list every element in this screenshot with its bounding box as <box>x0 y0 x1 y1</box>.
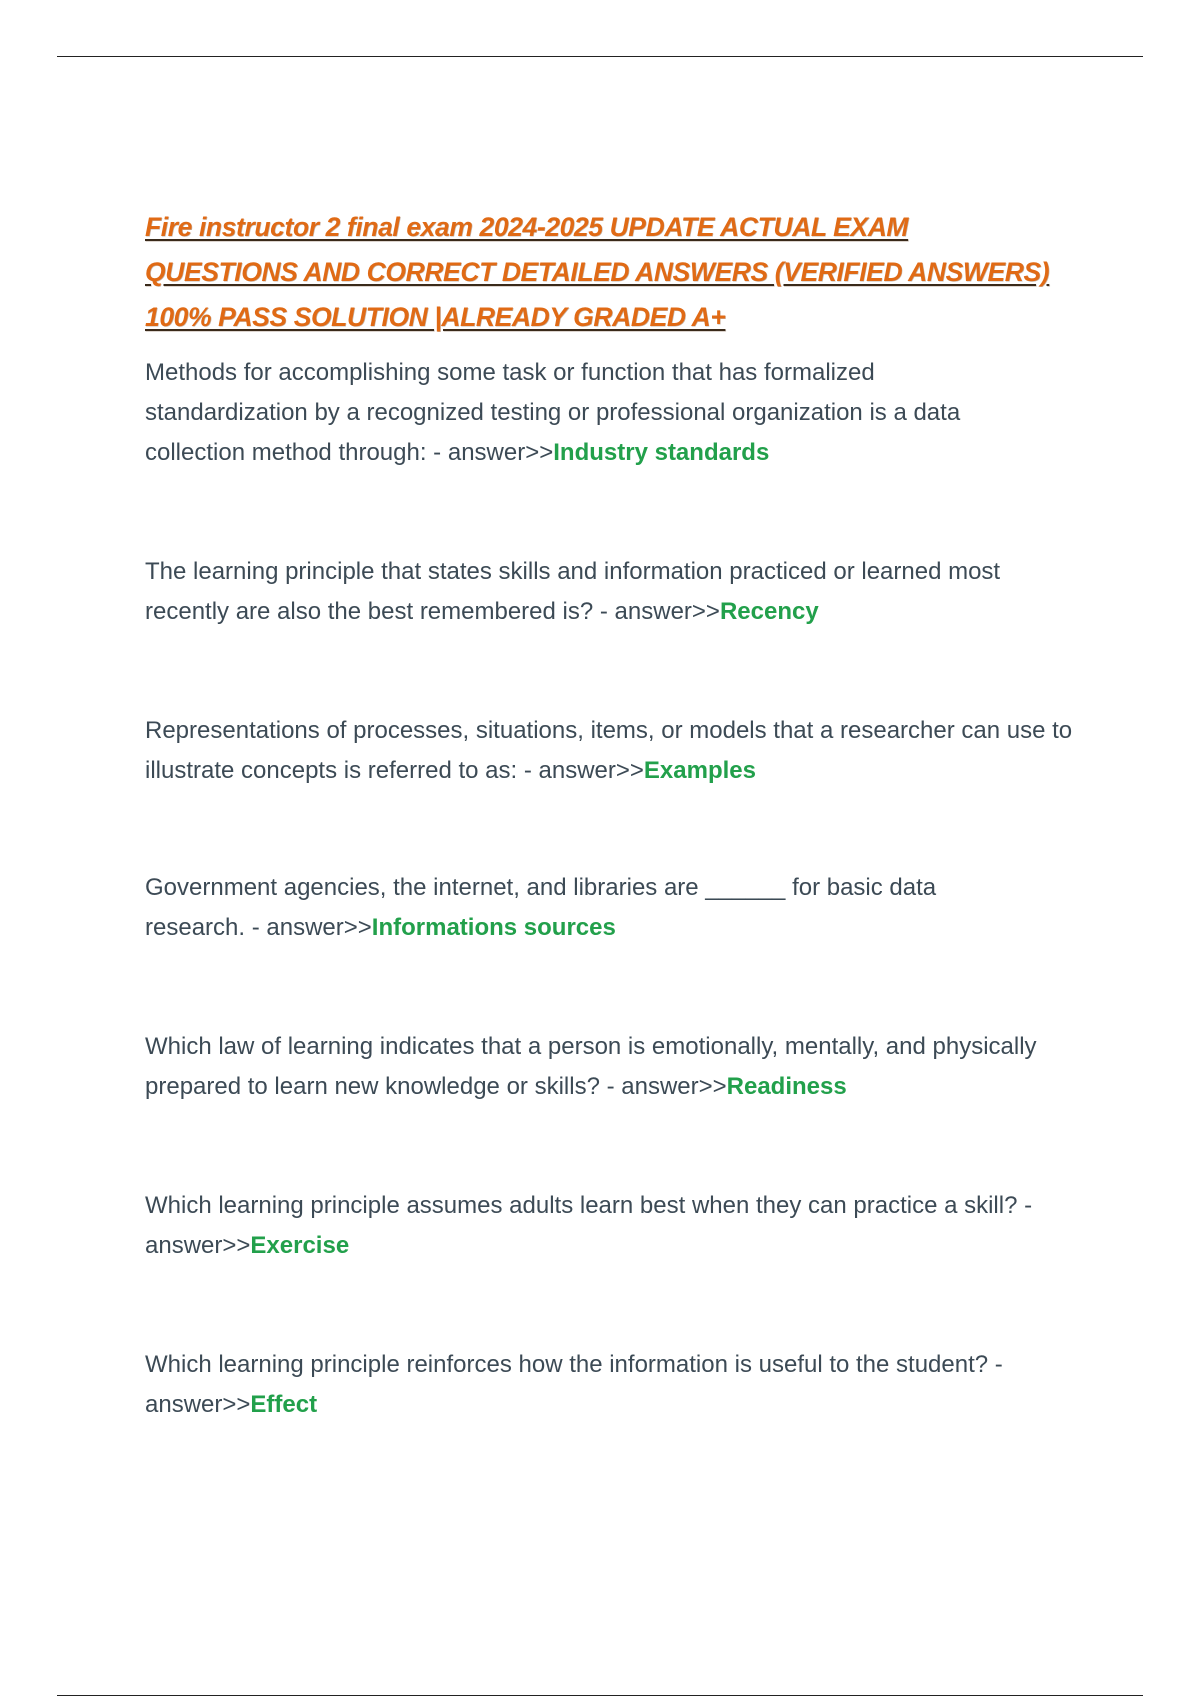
qa-item-4 <box>145 868 1005 948</box>
answer-prefix: - answer>> <box>517 757 644 784</box>
answer-prefix: - answer>> <box>145 1351 1003 1418</box>
question-text: The learning principle that states skills and information practiced or learned most recently are also the best remembered is? <box>145 558 1001 625</box>
answer-text: Informations sources <box>371 914 616 941</box>
bottom-rule <box>57 1695 1143 1696</box>
question-text: Government agencies, the internet, and libraries are ______ for basic data research. <box>145 874 937 941</box>
answer-text: Exercise <box>250 1232 350 1259</box>
question-text: Which learning principle reinforces how the information is useful to the student? <box>145 1351 989 1378</box>
answer-text: Industry standards <box>553 439 770 466</box>
question-text: Which learning principle assumes adults learn best when they can practice a skill? <box>145 1192 1018 1219</box>
qa-item-6 <box>145 1186 1090 1266</box>
answer-prefix: - answer>> <box>593 598 720 625</box>
title-line-2: QUESTIONS AND CORRECT DETAILED ANSWERS (VERIFIED ANSWERS) <box>145 257 1050 287</box>
answer-text: Recency <box>719 598 819 625</box>
qa-item-3 <box>145 711 1085 791</box>
question-text: Representations of processes, situations, items, or models that a researcher can use to illustrate concepts is referred to as: <box>145 717 1073 784</box>
qa-item-1 <box>145 353 1035 473</box>
answer-text: Effect <box>250 1391 318 1418</box>
qa-item-2 <box>145 552 1085 632</box>
answer-prefix: - answer>> <box>145 1192 1033 1259</box>
answer-prefix: - answer>> <box>245 914 372 941</box>
top-rule <box>57 56 1143 57</box>
document-content <box>145 205 1095 1425</box>
answer-text: Readiness <box>726 1073 847 1100</box>
answer-text: Examples <box>643 757 756 784</box>
answer-prefix: - answer>> <box>426 439 554 466</box>
title-line-3: 100% PASS SOLUTION |ALREADY GRADED A+ <box>145 302 726 332</box>
answer-prefix: - answer>> <box>599 1073 727 1100</box>
qa-item-5 <box>145 1027 1045 1107</box>
qa-item-7 <box>145 1345 1095 1425</box>
title-line-1: Fire instructor 2 final exam 2024-2025 UPDATE ACTUAL EXAM <box>145 212 909 242</box>
question-text: Methods for accomplishing some task or function that has formalized standardization by a recognized testing or professional organization is a data collection method through: <box>145 359 961 466</box>
document-title <box>145 205 1095 340</box>
question-text: Which law of learning indicates that a person is emotionally, mentally, and physically prepared to learn new knowledge or skills? <box>145 1033 1037 1100</box>
